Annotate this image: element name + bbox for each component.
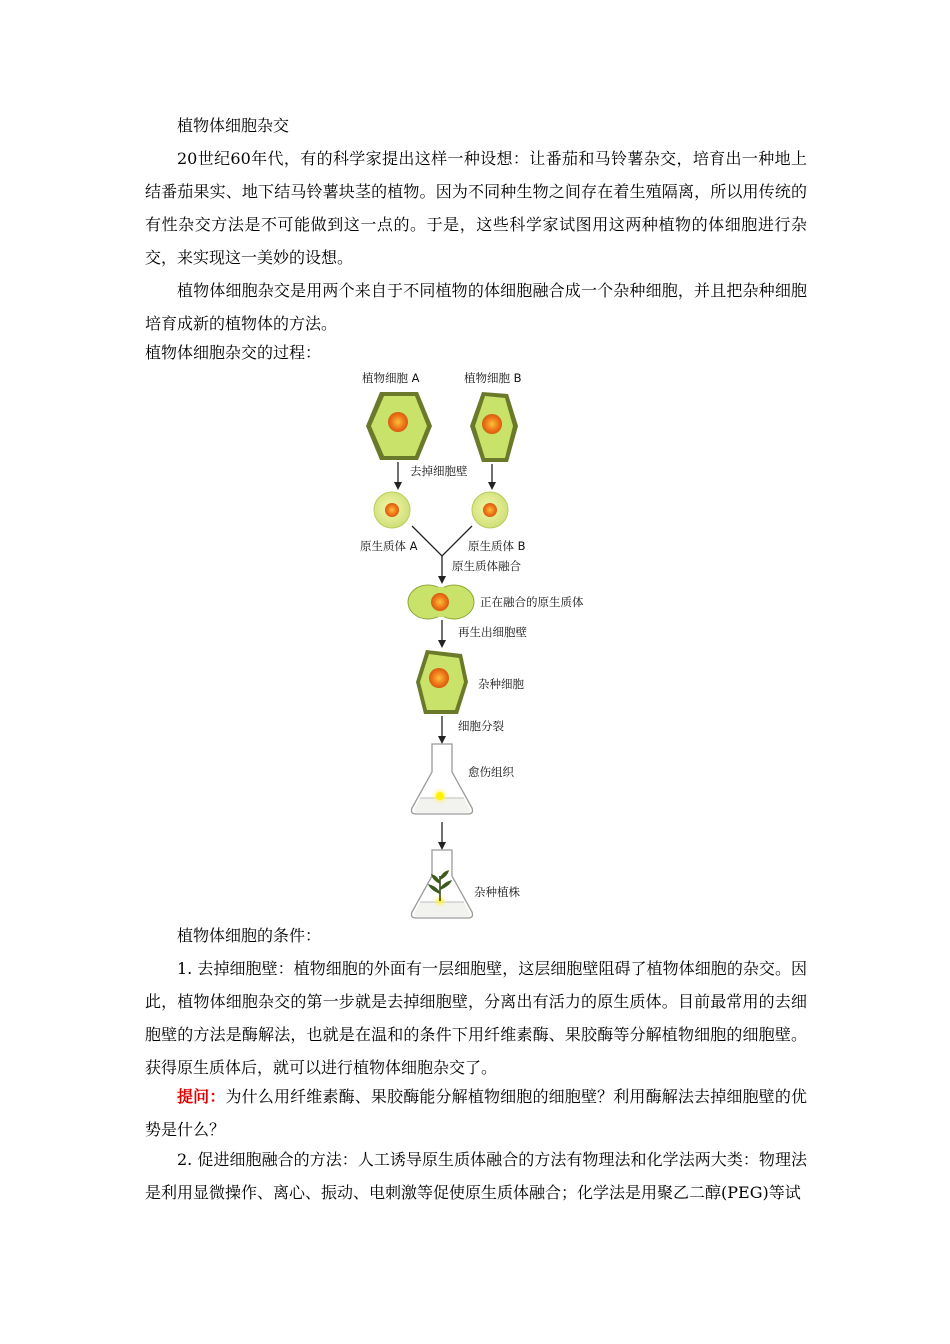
flask-hybrid-plant — [412, 850, 473, 918]
fusing-protoplast — [408, 585, 474, 619]
hybrid-cell — [416, 650, 468, 714]
protoplast-a — [374, 492, 410, 528]
question-paragraph — [145, 1080, 807, 1146]
label-protoplast-b: 原生质体 B — [468, 539, 526, 553]
question-label: 提问： — [177, 1087, 226, 1106]
label-division: 细胞分裂 — [458, 719, 504, 733]
label-hybrid-cell: 杂种细胞 — [478, 677, 524, 691]
question-text: 为什么用纤维素酶、果胶酶能分解植物细胞的细胞壁？利用酶解法去掉细胞壁的优势是什么？ — [145, 1087, 807, 1139]
label-protoplast-a: 原生质体 A — [360, 539, 418, 553]
nucleus-icon — [431, 593, 449, 611]
label-fusion: 原生质体融合 — [452, 559, 521, 573]
section-title: 植物体细胞杂交 — [177, 116, 290, 135]
label-callus: 愈伤组织 — [468, 765, 514, 779]
label-cell-a: 植物细胞 A — [362, 371, 420, 385]
flask-callus — [412, 744, 473, 814]
protoplast-b — [472, 492, 508, 528]
label-fusing: 正在融合的原生质体 — [480, 595, 584, 609]
nucleus-icon — [482, 414, 502, 434]
plant-cell-b — [470, 392, 518, 462]
conditions-heading: 植物体细胞的条件： — [177, 926, 322, 945]
label-cell-b: 植物细胞 B — [464, 371, 522, 385]
process-heading: 植物体细胞杂交的过程： — [145, 343, 322, 362]
label-remove-wall: 去掉细胞壁 — [410, 464, 468, 478]
label-regen-wall: 再生出细胞壁 — [458, 625, 527, 639]
intro-paragraph: 20世纪60年代，有的科学家提出这样一种设想：让番茄和马铃薯杂交，培育出一种地上结番茄果实、地下结马铃薯块茎的植物。因为不同种生物之间存在着生殖隔离，所以用传统的有性杂交方法是不可能做到这一点的。于是，这些科学家试图用这两种植物的体细胞进行杂交，来实现这一美妙的设想。 — [145, 149, 807, 267]
nucleus-icon — [483, 503, 497, 517]
condition-2-paragraph: 2. 促进细胞融合的方法：人工诱导原生质体融合的方法有物理法和化学法两大类：物理法是利用显微操作、离心、振动、电刺激等促使原生质体融合；化学法是用聚乙二醇(PEG)等试 — [145, 1150, 807, 1202]
label-hybrid-plant: 杂种植株 — [474, 885, 520, 899]
definition-paragraph: 植物体细胞杂交是用两个来自于不同植物的体细胞融合成一个杂种细胞，并且把杂种细胞培育成新的植物体的方法。 — [145, 281, 807, 333]
plant-cell-a — [366, 392, 432, 460]
nucleus-icon — [385, 503, 399, 517]
hybridization-process-diagram — [340, 364, 620, 924]
nucleus-icon — [388, 412, 408, 432]
nucleus-icon — [429, 668, 449, 688]
condition-1-paragraph: 1. 去掉细胞壁：植物细胞的外面有一层细胞壁，这层细胞壁阻碍了植物体细胞的杂交。因此，植物体细胞杂交的第一步就是去掉细胞壁，分离出有活力的原生质体。目前最常用的去细胞壁的方法是酶解法，也就是在温和的条件下用纤维素酶、果胶酶等分解植物细胞的细胞壁。获得原生质体后，就可以进行植物体细胞杂交了。 — [145, 959, 807, 1077]
